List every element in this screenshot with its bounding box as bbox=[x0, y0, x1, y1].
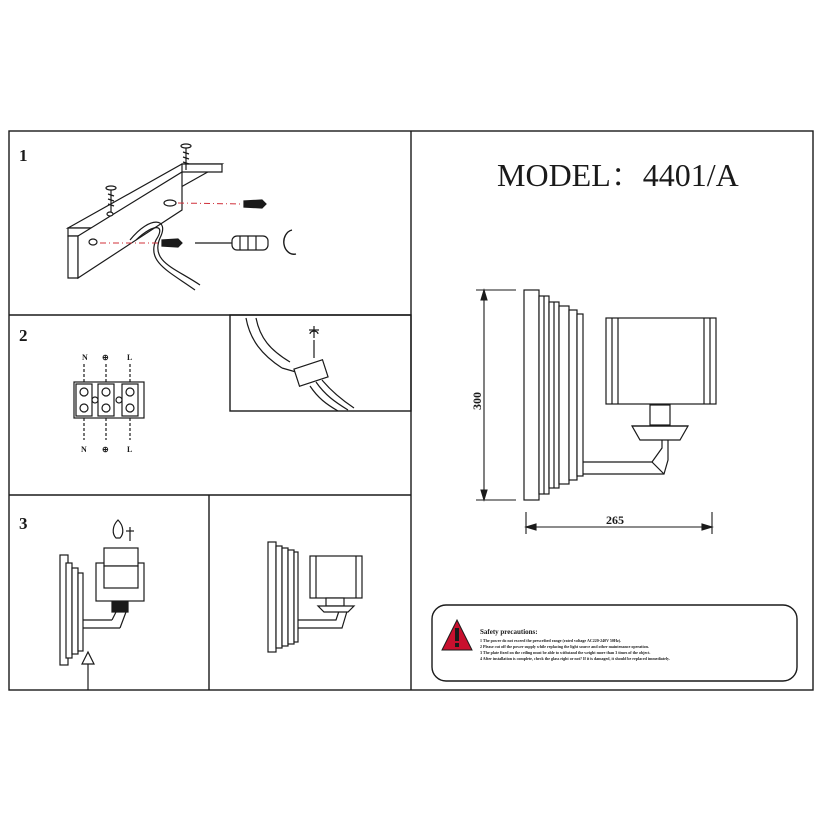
width-label: 265 bbox=[606, 513, 624, 527]
ground-label-top: ⊕ bbox=[102, 353, 109, 362]
assembled-fixture bbox=[268, 542, 362, 652]
supply-cable-inner bbox=[136, 228, 195, 290]
bracket-end bbox=[182, 164, 222, 172]
safety-line-4: 4 After installation is complete, check the glass right or not? If it is damaged, it should be replaced immediately. bbox=[480, 656, 670, 661]
live-label-bottom: L bbox=[127, 445, 133, 454]
bracket-hole-2 bbox=[89, 239, 97, 245]
step-number-3: 3 bbox=[19, 514, 28, 533]
safety-title: Safety precautions: bbox=[480, 628, 538, 636]
height-label: 300 bbox=[470, 392, 484, 410]
safety-line-1: 1 The power do not exceed the prescribed range (rated voltage AC220-240V 50Hz). bbox=[480, 638, 622, 643]
wall-screw-icon bbox=[244, 200, 266, 208]
neutral-label-bottom: N bbox=[81, 445, 87, 454]
bracket-side-face bbox=[68, 236, 78, 278]
screwdriver-icon bbox=[195, 236, 268, 250]
step-number-2: 2 bbox=[19, 326, 28, 345]
bracket-hole-1 bbox=[164, 200, 176, 206]
mounting-bracket-illustration bbox=[68, 164, 222, 290]
safety-line-3: 3 The plate fixed on the ceiling must be able to withstand the weight more than 3 times of the object. bbox=[480, 650, 651, 655]
bulb-icon bbox=[113, 520, 134, 541]
wiring-labels-top bbox=[82, 353, 132, 362]
power-off-icon bbox=[309, 326, 319, 338]
terminal-block bbox=[74, 364, 144, 440]
wiring-labels-bottom bbox=[81, 445, 132, 454]
fixture-side-view bbox=[524, 290, 716, 500]
ground-label-bottom: ⊕ bbox=[102, 445, 109, 454]
wall-screw-icon bbox=[162, 239, 182, 247]
neutral-label-top: N bbox=[82, 353, 88, 362]
live-label-top: L bbox=[127, 353, 133, 362]
model-title: MODEL：4401/A bbox=[497, 157, 739, 193]
assembly-fixture-left bbox=[60, 548, 144, 690]
step-number-1: 1 bbox=[19, 146, 28, 165]
bracket-hole-3 bbox=[107, 212, 113, 216]
safety-line-2: 2 Please cut off the power supply while replacing the light source and other maintenance operation. bbox=[480, 644, 649, 649]
safety-box bbox=[432, 605, 797, 681]
alignment-guide-line bbox=[178, 203, 242, 204]
connector-detail bbox=[246, 318, 354, 411]
rotate-arrow-icon bbox=[284, 230, 296, 254]
